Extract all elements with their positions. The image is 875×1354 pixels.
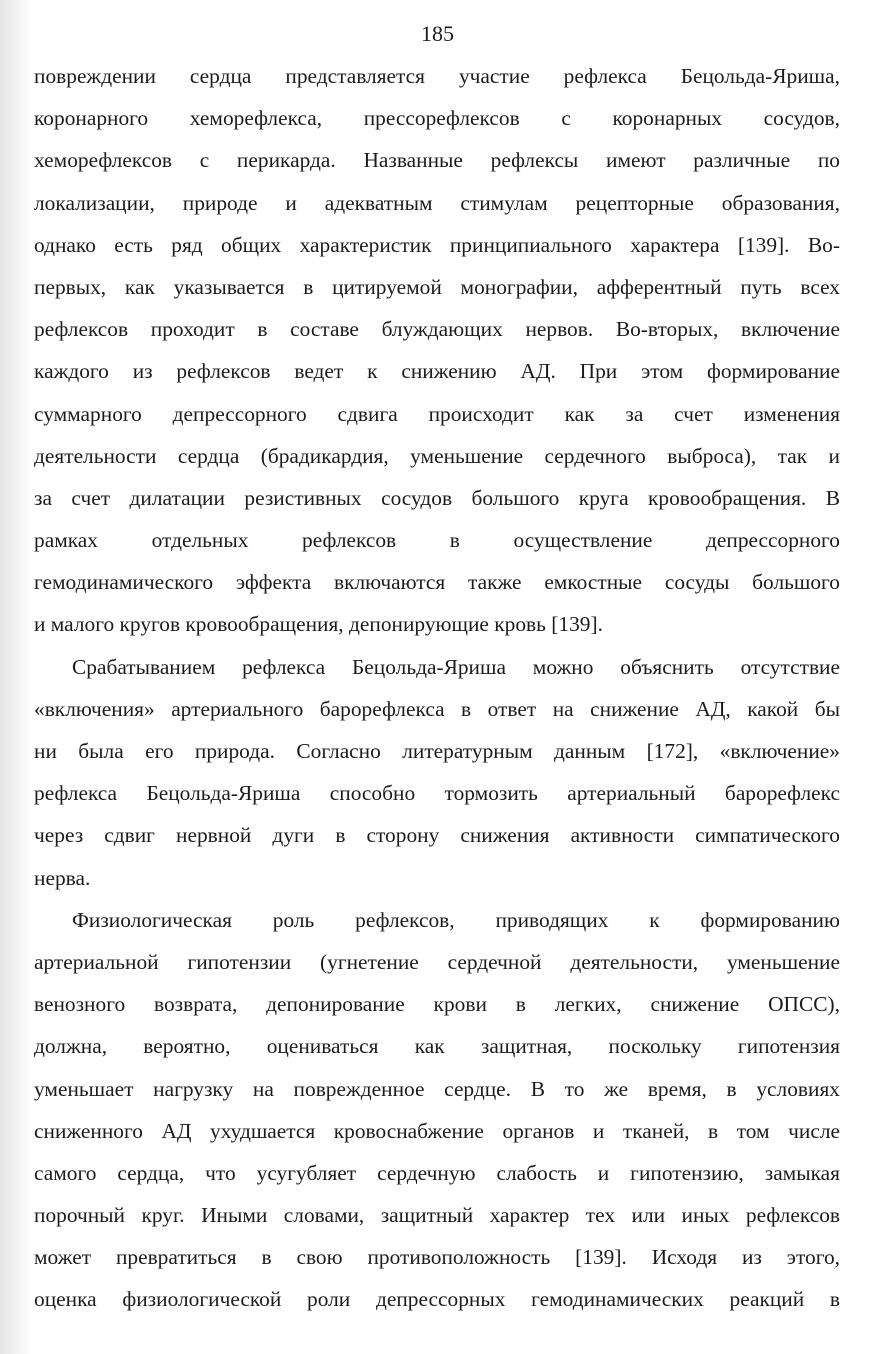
text-line: Физиологическая роль рефлексов, приводящих к формированию bbox=[72, 907, 840, 932]
text-line: через сдвиг нервной дуги в сторону снижения активности симпатического bbox=[34, 823, 840, 848]
text-line: деятельности сердца (брадикардия, уменьшение сердечного выброса), так и bbox=[34, 443, 840, 468]
text-line: локализации, природе и адекватным стимулам рецепторные образования, bbox=[34, 190, 840, 215]
text-line: венозного возврата, депонирование крови в легких, снижение ОПСС), bbox=[34, 992, 840, 1017]
text-line: уменьшает нагрузку на поврежденное сердце. В то же время, в условиях bbox=[34, 1076, 840, 1101]
paragraph-3 bbox=[34, 899, 840, 1321]
text-line: «включения» артериального барорефлекса в ответ на снижение АД, какой бы bbox=[34, 696, 840, 721]
paragraph-1 bbox=[34, 55, 840, 646]
text-line: повреждении сердца представляется участие рефлекса Бецольда-Яриша, bbox=[34, 64, 840, 88]
text-line: за счет дилатации резистивных сосудов большого круга кровообращения. В bbox=[34, 485, 840, 510]
text-line: может превратиться в свою противоположность [139]. Исходя из этого, bbox=[34, 1245, 840, 1270]
text-line: первых, как указывается в цитируемой монографии, афферентный путь всех bbox=[34, 274, 840, 299]
text-line: гемодинамического эффекта включаются также емкостные сосуды большого bbox=[34, 570, 840, 595]
text-line: ни была его природа. Согласно литературным данным [172], «включение» bbox=[34, 739, 840, 763]
text-line: коронарного хеморефлекса, прессорефлексов с коронарных сосудов, bbox=[34, 106, 840, 131]
text-line: сниженного АД ухудшается кровоснабжение органов и тканей, в том числе bbox=[34, 1118, 840, 1143]
text-line: порочный круг. Иными словами, защитный характер тех или иных рефлексов bbox=[34, 1203, 840, 1228]
text-line: самого сердца, что усугубляет сердечную слабость и гипотензию, замыкая bbox=[34, 1160, 840, 1185]
text-line: рамках отдельных рефлексов в осуществление депрессорного bbox=[34, 528, 840, 553]
text-line: нерва. bbox=[34, 865, 91, 890]
text-line: каждого из рефлексов ведет к снижению АД. При этом формирование bbox=[34, 359, 840, 384]
text-line: оценка физиологической роли депрессорных гемодинамических реакций в bbox=[34, 1287, 840, 1312]
text-line: должна, вероятно, оцениваться как защитная, поскольку гипотензия bbox=[34, 1034, 840, 1059]
text-line: рефлексов проходит в составе блуждающих нервов. Во-вторых, включение bbox=[34, 317, 840, 342]
page-number: 185 bbox=[421, 21, 454, 46]
paragraph-2 bbox=[34, 646, 840, 899]
text-line: рефлекса Бецольда-Яриша способно тормозить артериальный барорефлекс bbox=[34, 781, 840, 806]
text-line: и малого кругов кровообращения, депонирующие кровь [139]. bbox=[34, 612, 603, 637]
text-line: суммарного депрессорного сдвига происходит как за счет изменения bbox=[34, 401, 840, 426]
text-line: артериальной гипотензии (угнетение сердечной деятельности, уменьшение bbox=[34, 949, 840, 974]
scan-edge-shadow bbox=[0, 0, 32, 1354]
text-line: хеморефлексов с перикарда. Названные рефлексы имеют различные по bbox=[34, 148, 840, 173]
text-line: Срабатыванием рефлекса Бецольда-Яриша можно объяснить отсутствие bbox=[72, 654, 840, 679]
page-body bbox=[34, 55, 840, 1321]
text-line: однако есть ряд общих характеристик принципиального характера [139]. Во- bbox=[34, 232, 840, 257]
